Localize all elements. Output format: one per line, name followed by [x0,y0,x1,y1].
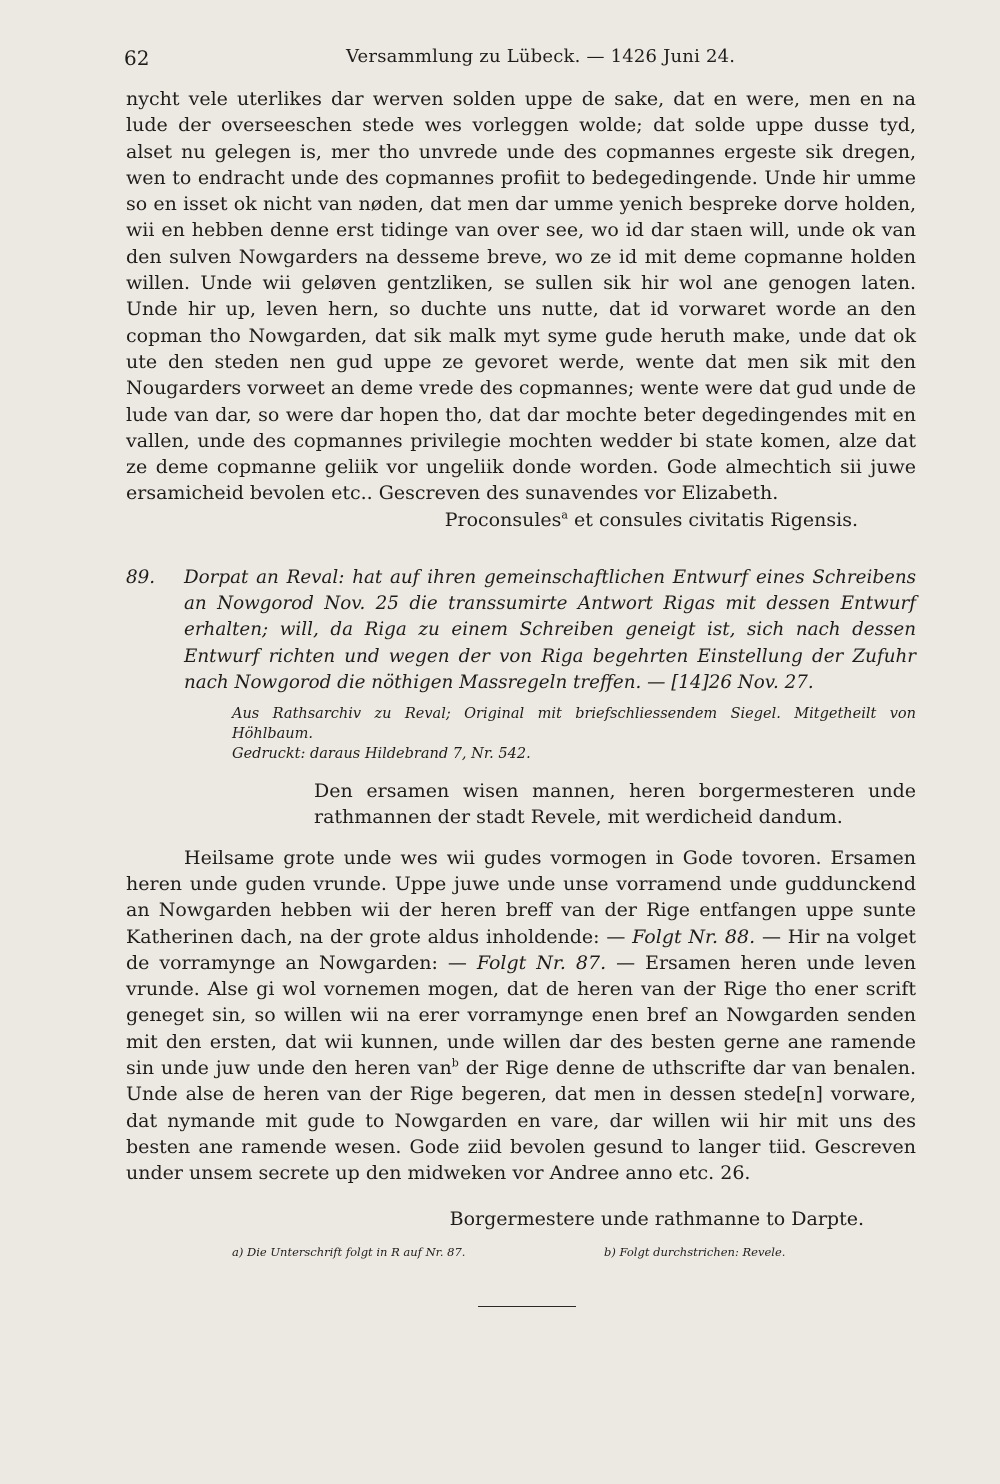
source-note [126,704,916,764]
signature-rest: et consules civitatis Rigensis. [567,508,858,531]
continuation-paragraph: nycht vele uterlikes dar werven solden uppe de sake, dat en were, men en na lude der overseeschen stede wes vorleggen wolde; dat solde uppe dusse tyd, alset nu gelegen is, mer tho unvrede unde des copmannes ergeste sik dregen, wen to endracht unde des copmannes profiit to bedegedingende. Unde hir umme so en isset ok nicht van nøden, dat men dar umme yenich bespreke dorve holden, wii en hebben denne erst tidinge van over see, wo id dar staen will, unde ok van den sulven Nowgarders na desseme breve, wo ze id mit deme copmanne holden willen. Unde wii geløven gentzliken, se sullen sik hir wol ane genogen laten. Unde hir up, leven hern, so duchte uns nutte, dat id vorwaret worde an den copman tho Nowgarden, dat sik malk myt syme gude heruth make, unde dat ok ute den steden nen gud uppe ze gevoret werde, wente dat men sik mit den Nougarders vorweet an deme vrede des copmannes; wente were dat gud unde de lude van dar, so were dar hopen tho, dat dar mochte beter degedingendes mit en vallen, unde des copmannes privilegie mochten wedder bi state komen, alze dat ze deme copmanne geliik vor ungeliik donde worden. Gode almechtich sii juwe ersamicheid bevolen etc.. Gescreven des sunavendes vor Elizabeth. [126,88,916,505]
page-number: 62 [124,46,150,70]
letter-text-part4: der Rige denne de uthscrifte dar van benalen. Unde alse de heren van der Rige begeren, dat men in dessen stede[n] vorware, dat nymande mit gude to Nowgarden en vare, dar willen wii hir mit uns des besten ane ramende wesen. Gode ziid bevolen gesund to langer tiid. Gescreven under unsem secrete up den midweken vor Andree anno etc. 26. [126,1057,916,1185]
source-archive: Aus Rathsarchiv zu Reval; Original mit briefschliessendem Siegel. Mitgetheilt von Höhlbaum. [232,706,916,743]
letter-address: Den ersamen wisen mannen, heren borgermesteren unde rathmannen der stadt Revele, mit werdicheid dandum. [314,780,916,829]
letter-text-part2: — Hir na volget de vorramynge an Nowgarden: — [126,925,916,974]
letter-text-part3: — Ersamen heren unde leven vrunde. Alse gi wol vornemen mogen, dat de heren van der Rige tho ener scrift geneget sin, so willen wii na erer vorramynge enen bref an Nowgarden senden mit den ersten, dat wii kunnen, unde willen dar des besten gerne ane ramende sin unde juw unde den heren van [126,951,916,1080]
footnotes [126,1244,916,1264]
letter-text [126,845,916,1187]
footnote-a: a) Die Unterschrift folgt in R auf Nr. 87. [232,1244,466,1259]
page-header [124,46,914,74]
footnote-marker-a: a [561,508,568,522]
footnote-b: b) Folgt durchstrichen: Revele. [604,1244,786,1259]
letter-closing: Borgermestere unde rathmanne to Darpte. [449,1207,864,1230]
document-number: 89. [126,567,156,589]
footnote-marker-b: b [451,1056,459,1070]
source-printed: Gedruckt: daraus Hildebrand 7, Nr. 542. [232,746,531,763]
running-title: Versammlung zu Lübeck. — 1426 Juni 24. [346,46,736,67]
letter-text-part1: Heilsame grote unde wes wii gudes vormogen in Gode tovoren. Ersamen heren unde guden vrunde. Uppe juwe unde unse vorramend unde guddunckend an Nowgarden hebben wii der heren breff van der Rige entfangen uppe sunte Katherinen dach, na der grote aldus inholdende: — [126,846,916,948]
bottom-rule [478,1306,576,1307]
reference-nr-87: Folgt Nr. 87. [476,951,607,974]
continuation-signature [126,507,916,533]
signature-text: Proconsules [444,508,562,531]
page-body [126,86,916,1264]
document-summary: Dorpat an Reval: hat auf ihren gemeinschaftlichen Entwurf eines Schreibens an Nowgorod Nov. 25 die transsumirte Antwort Rigas mit dessen Entwurf erhalten; will, da Riga zu einem Schreiben geneigt ist, sich nach dessen Entwurf richten und wegen der von Riga begehrten Einstellung der Zufuhr nach Nowgorod die nöthigen Massregeln treffen. — [14]26 Nov. 27. [184,567,916,693]
document-heading [126,565,916,696]
reference-nr-88: Folgt Nr. 88. [632,925,756,948]
